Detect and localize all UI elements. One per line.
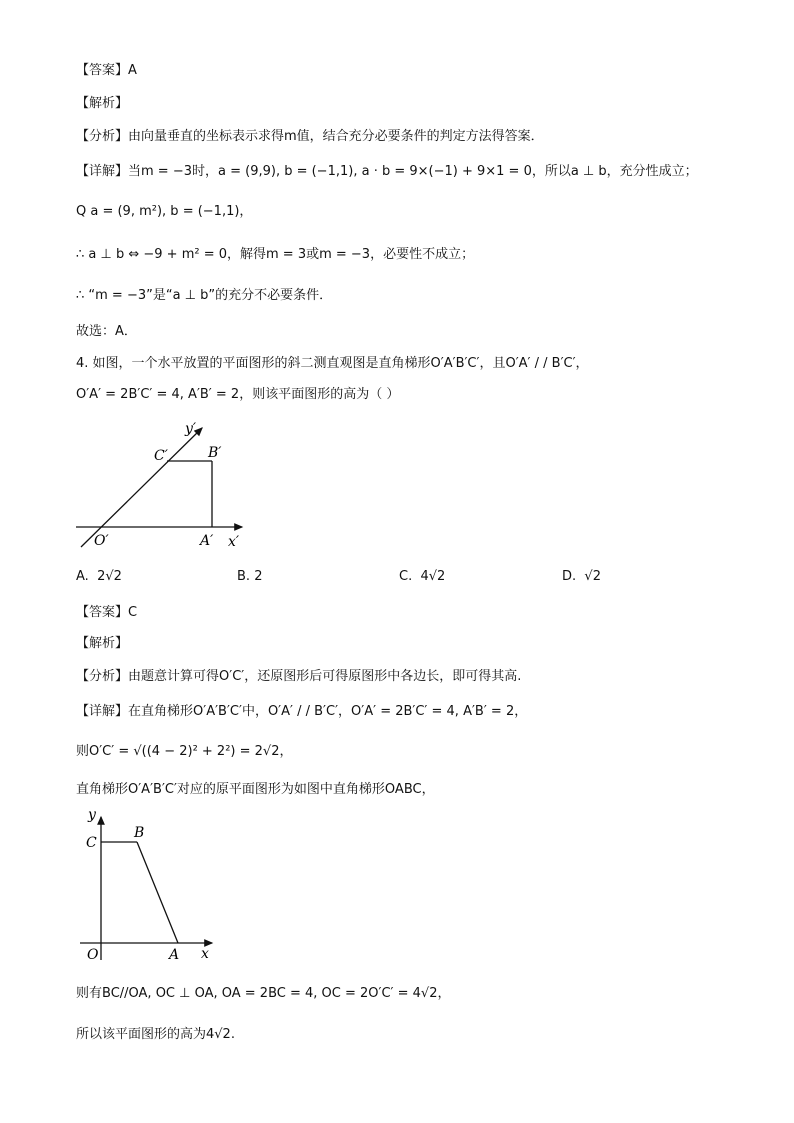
detail-line-3: ∴ a ⊥ b ⇔ −9 + m² = 0，解得m = 3或m = −3，必要性不成立； <box>76 247 475 262</box>
detail-line-1: 【详解】当m = −3时，a = (9,9), b = (−1,1), a · b = 9×(−1) + 9×1 = 0，所以a ⊥ b，充分性成立； <box>76 164 698 179</box>
option-d[interactable]: D. √2 <box>562 569 601 584</box>
label-y: y <box>88 807 96 823</box>
option-c[interactable]: C. 4√2 <box>399 569 446 584</box>
figure-original-trapezoid <box>80 805 230 965</box>
option-b[interactable]: B. 2 <box>237 569 263 584</box>
analysis-heading-2: 【解析】 <box>76 636 129 651</box>
y-axis <box>81 428 202 547</box>
label-o: O′ <box>94 533 109 549</box>
question-4-stem-1: 4. 如图，一个水平放置的平面图形的斜二测直观图是直角梯形O′A′B′C′，且O′A′ / / B′C′， <box>76 356 589 371</box>
question-4-stem-2: O′A′ = 2B′C′ = 4, A′B′ = 2，则该平面图形的高为（ ） <box>76 387 400 402</box>
analysis-heading: 【解析】 <box>76 96 129 111</box>
detail2-line-1: 【详解】在直角梯形O′A′B′C′中，O′A′ / / B′C′，O′A′ = 2B′C′ = 4, A′B′ = 2， <box>76 704 528 719</box>
label-b: B′ <box>208 445 222 461</box>
detail-line-4: ∴ “m = −3”是“a ⊥ b”的充分不必要条件． <box>76 288 333 303</box>
label-c: C′ <box>154 448 168 464</box>
answer-line: 【答案】A <box>76 63 137 78</box>
label-b: B <box>134 825 145 841</box>
detail2-line-3: 直角梯形O′A′B′C′对应的原平面图形为如图中直角梯形OABC， <box>76 782 435 797</box>
analysis-fenxi: 【分析】由向量垂直的坐标表示求得m值，结合充分必要条件的判定方法得答案． <box>76 129 544 144</box>
label-o: O <box>87 947 99 963</box>
label-c: C <box>86 835 97 851</box>
analysis-fenxi-2: 【分析】由题意计算可得O′C′，还原图形后可得原图形中各边长，即可得其高. <box>76 669 522 684</box>
label-a: A <box>169 947 180 963</box>
label-x: x <box>201 946 209 962</box>
detail2-line-4: 则有BC//OA, OC ⊥ OA, OA = 2BC = 4, OC = 2O′C′ = 4√2， <box>76 986 451 1001</box>
choose-line: 故选：A． <box>76 324 137 339</box>
option-a[interactable]: A. 2√2 <box>76 569 122 584</box>
segment-ba <box>137 842 178 943</box>
detail2-line-5: 所以该平面图形的高为4√2. <box>76 1027 235 1042</box>
label-a: A′ <box>200 533 214 549</box>
answer-line-2: 【答案】C <box>76 605 138 620</box>
figure-oblique-trapezoid <box>70 418 270 558</box>
label-y: y′ <box>185 421 197 437</box>
detail-line-2: Q a = (9, m²), b = (−1,1)， <box>76 204 253 219</box>
label-x: x′ <box>228 534 240 550</box>
detail2-line-2: 则O′C′ = √((4 − 2)² + 2²) = 2√2， <box>76 744 293 759</box>
